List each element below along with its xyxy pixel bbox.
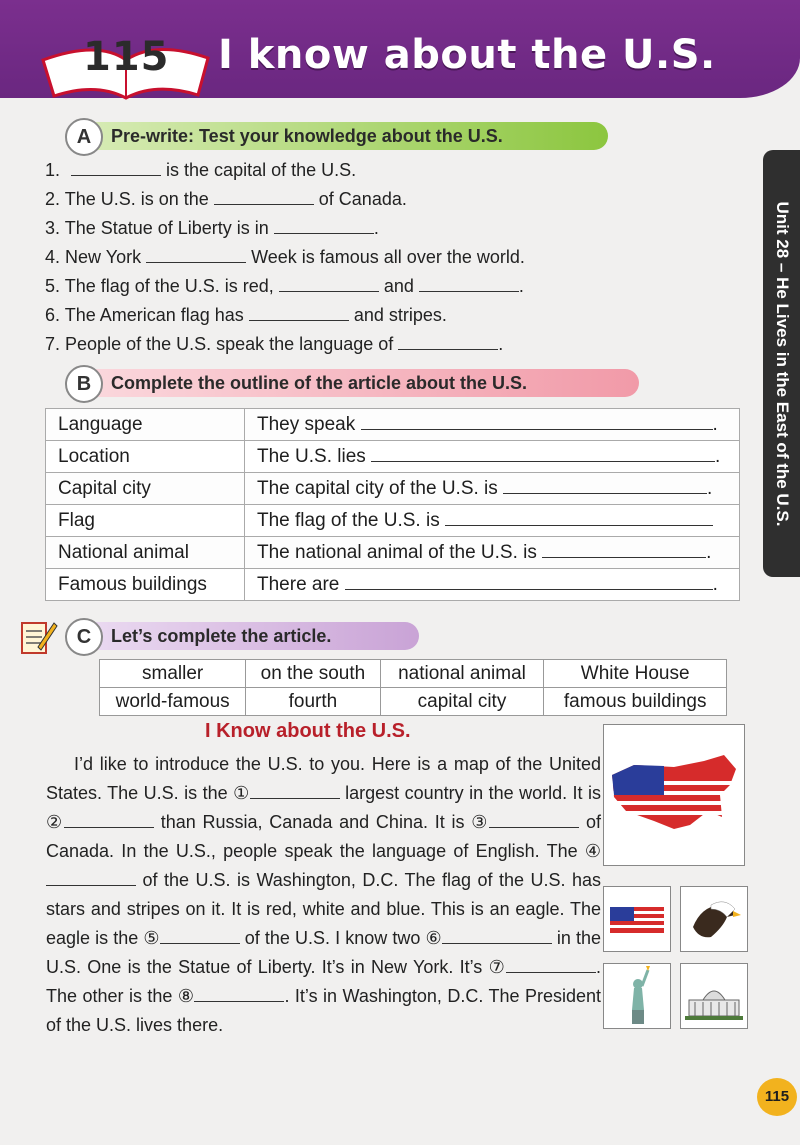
row-prompt: The capital city of the U.S. is . (245, 473, 740, 505)
table-row (46, 505, 740, 537)
bald-eagle-image (680, 886, 748, 952)
word-bank-item: famous buildings (544, 688, 727, 716)
row-prompt: There are . (245, 569, 740, 601)
word-bank-item: fourth (246, 688, 380, 716)
answer-blank[interactable] (371, 447, 715, 462)
pencil-notepad-icon (18, 617, 58, 657)
row-prompt: They speak . (245, 409, 740, 441)
white-house-image (680, 963, 748, 1029)
question-7: 7. People of the U.S. speak the language of . (45, 334, 504, 354)
section-b-header (75, 369, 639, 397)
section-c-badge: C (65, 618, 103, 656)
table-row (46, 409, 740, 441)
word-bank-table (99, 659, 727, 716)
word-bank-item: capital city (380, 688, 544, 716)
answer-blank[interactable] (442, 929, 552, 944)
question-1: 1. is the capital of the U.S. (45, 160, 357, 180)
row-label: Famous buildings (46, 569, 245, 601)
answer-blank[interactable] (542, 543, 706, 558)
question-5: 5. The flag of the U.S. is red, and . (45, 276, 524, 296)
section-b-badge: B (65, 365, 103, 403)
word-bank-item: White House (544, 660, 727, 688)
row-prompt: The U.S. lies . (245, 441, 740, 473)
article-body: I’d like to introduce the U.S. to you. Here is a map of the United States. The U.S. is the ① largest country in the world. It is ② than Russia, Canada and China. It is ③ of Canada. In the U.S., people speak the language of English. The ④ of the U.S. is Washington, D.C. The flag of the U.S. has stars and stripes on it. It is red, white and blue. This is an eagle. The eagle is the ⑤ of the U.S. I know two ⑥ in the U.S. One is the Statue of Liberty. It’s in New York. It’s ⑦ . The other is the ⑧ . It’s in Washington, D.C. The President of the U.S. lives there. (46, 754, 602, 1035)
section-a-header (75, 122, 608, 150)
answer-blank[interactable] (345, 575, 713, 590)
question-6: 6. The American flag has and stripes. (45, 305, 447, 325)
answer-blank[interactable] (64, 813, 154, 828)
table-row (46, 473, 740, 505)
row-label: Capital city (46, 473, 245, 505)
lesson-banner (0, 0, 800, 98)
page-title: I know about the U.S. (218, 32, 716, 78)
section-c-title: Let’s complete the article. (111, 626, 332, 646)
page-number-badge: 115 (757, 1078, 797, 1116)
statue-of-liberty-image (603, 963, 671, 1029)
answer-blank[interactable] (445, 511, 713, 526)
answer-blank[interactable] (489, 813, 579, 828)
answer-blank[interactable] (506, 958, 596, 973)
section-a-title: Pre-write: Test your knowledge about the U.S. (111, 126, 503, 146)
answer-blank[interactable] (194, 987, 284, 1002)
unit-tab-label: Unit 28 – He Lives in the East of the U.S. (772, 201, 792, 526)
answer-blank[interactable] (503, 479, 707, 494)
word-bank-item: world-famous (100, 688, 246, 716)
answer-blank[interactable] (250, 784, 340, 799)
row-label: Language (46, 409, 245, 441)
table-row (46, 569, 740, 601)
question-2: 2. The U.S. is on the of Canada. (45, 189, 407, 209)
answer-blank[interactable] (249, 306, 349, 321)
row-label: Location (46, 441, 245, 473)
us-flag-image (603, 886, 671, 952)
word-bank-item: national animal (380, 660, 544, 688)
article-title: I Know about the U.S. (205, 720, 411, 742)
table-row (100, 660, 727, 688)
question-3: 3. The Statue of Liberty is in . (45, 218, 379, 238)
row-label: National animal (46, 537, 245, 569)
word-bank-item: smaller (100, 660, 246, 688)
answer-blank[interactable] (214, 190, 314, 205)
answer-blank[interactable] (419, 277, 519, 292)
answer-blank[interactable] (361, 415, 713, 430)
answer-blank[interactable] (160, 929, 240, 944)
section-a-badge: A (65, 118, 103, 156)
word-bank-item: on the south (246, 660, 380, 688)
unit-side-tab (763, 150, 800, 577)
answer-blank[interactable] (274, 219, 374, 234)
row-prompt: The flag of the U.S. is (245, 505, 740, 537)
usa-map-image (603, 724, 745, 866)
section-c-header (75, 622, 419, 650)
row-prompt: The national animal of the U.S. is . (245, 537, 740, 569)
outline-table (45, 408, 740, 601)
table-row (100, 688, 727, 716)
table-row (46, 537, 740, 569)
answer-blank[interactable] (279, 277, 379, 292)
answer-blank[interactable] (46, 871, 136, 886)
section-b-title: Complete the outline of the article about the U.S. (111, 373, 528, 393)
answer-blank[interactable] (398, 335, 498, 350)
answer-blank[interactable] (71, 161, 161, 176)
row-label: Flag (46, 505, 245, 537)
table-row (46, 441, 740, 473)
answer-blank[interactable] (146, 248, 246, 263)
question-4: 4. New York Week is famous all over the world. (45, 247, 525, 267)
lesson-number: 115 (83, 34, 170, 80)
